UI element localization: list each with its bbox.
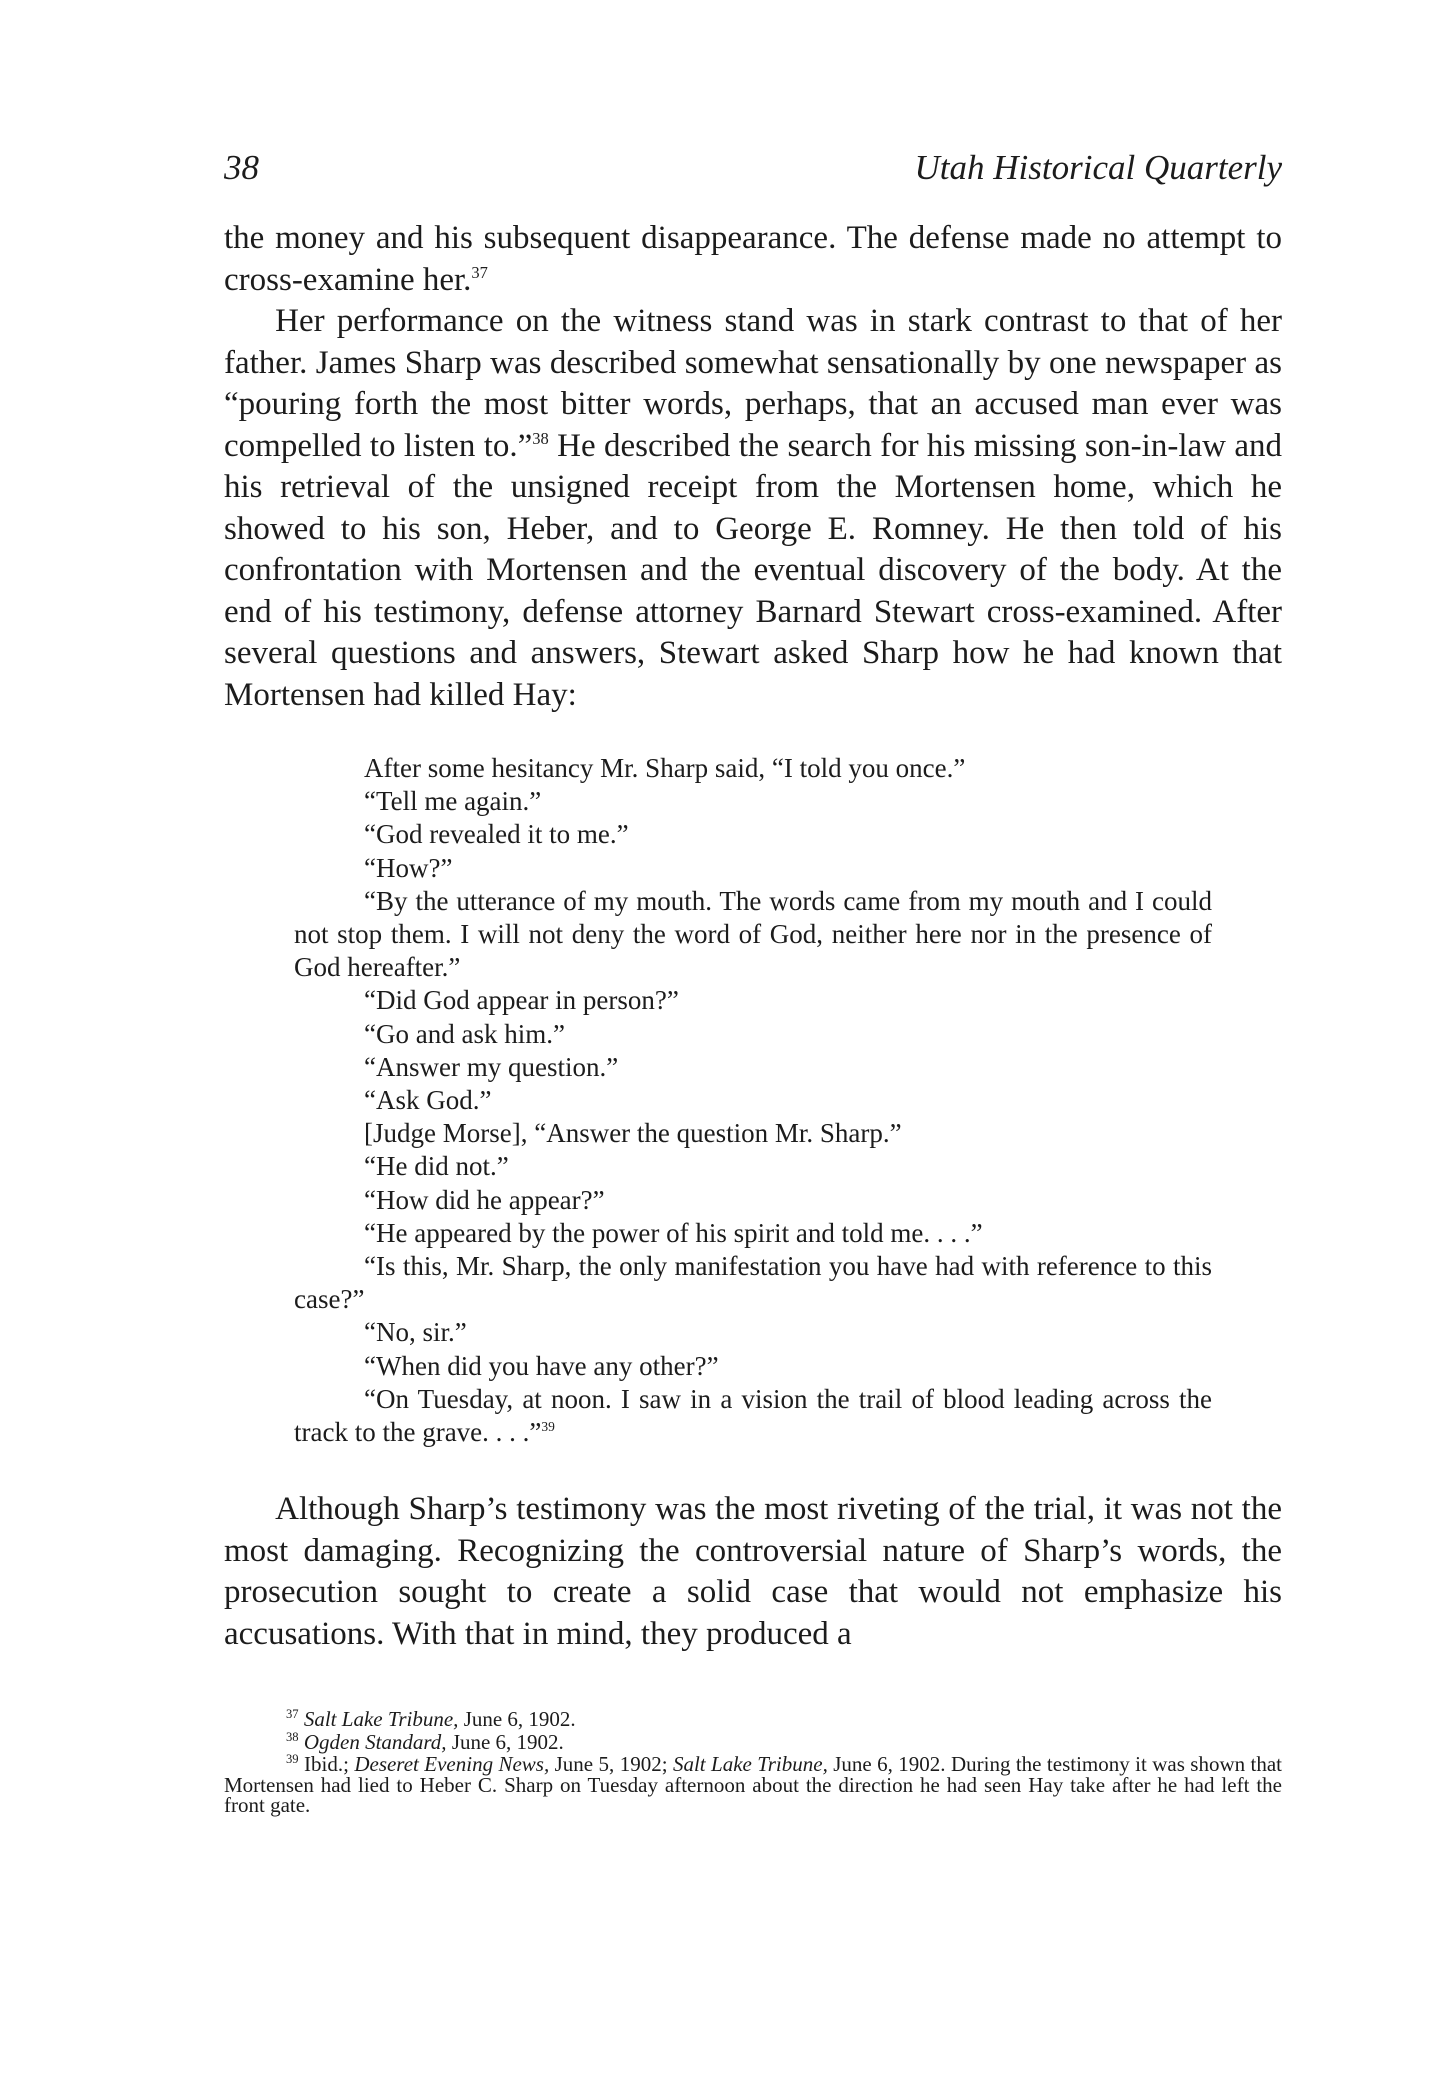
- paragraph-1: the money and his subsequent disappearance. The defense made no attempt to cross-examine her.$^{37}$: [224, 220, 1282, 298]
- footnote-37: $^{37}$ Salt Lake Tribune, June 6, 1902.: [286, 1707, 576, 1732]
- footnote-ref-38: 38: [532, 428, 549, 448]
- extract-line: “Ask God.”: [364, 1085, 492, 1116]
- extract-line: “Did God appear in person?”: [364, 985, 679, 1016]
- extract-line: “Is this, Mr. Sharp, the only manifestation you have had with reference to this case?”: [294, 1251, 1212, 1315]
- footnotes: [224, 1709, 1282, 1816]
- footnote-39: $^{39}$ Ibid.; Deseret Evening News, June 5, 1902; Salt Lake Tribune, June 6, 1902. During the testimony it was shown that Mortensen had lied to Heber C. Sharp on Tuesday afternoon about the direction he had seen Hay take after he had left the front gate.: [224, 1752, 1283, 1818]
- extract-line: “By the utterance of my mouth. The words came from my mouth and I could not stop them. I will not deny the word of God, neither here nor in the presence of God hereafter.”: [294, 885, 1212, 983]
- page-number: 38: [224, 148, 259, 187]
- extract-line: [Judge Morse], “Answer the question Mr. Sharp.”: [364, 1118, 902, 1149]
- extract-line: After some hesitancy Mr. Sharp said, “I told you once.”: [364, 753, 966, 783]
- extract-line: “Answer my question.”: [364, 1051, 619, 1082]
- footnote-38: $^{38}$ Ogden Standard, June 6, 1902.: [286, 1729, 564, 1754]
- paragraph-2: Her performance on the witness stand was in stark contrast to that of her father. James Sharp was described somewhat sensationally by one newspaper as “pouring forth the most bitter words, perhaps, that an accused man ever was compelled to listen to.”$^{38}$ He described the search for his missing son-in-law and his retrieval of the unsigned receipt from the Mortensen home, which he showed to his son, Heber, and to George E. Romney. He then told of his confrontation with Mortensen and the eventual discovery of the body. At the end of his testimony, defense attorney Barnard Stewart cross-examined. After several questions and answers, Stewart asked Sharp how he had known that Mortensen had killed Hay:: [224, 303, 1282, 713]
- extract-line-last: “On Tuesday, at noon. I saw in a vision the trail of blood leading across the track to the grave. . . .”$^{39}$: [294, 1383, 1212, 1448]
- extract-line: “When did you have any other?”: [364, 1350, 719, 1381]
- extract-line: “He did not.”: [364, 1151, 509, 1182]
- extract-line: “He appeared by the power of his spirit and told me. . . .”: [364, 1217, 983, 1248]
- testimony-extract: [294, 752, 1212, 1449]
- paragraph-3: Although Sharp’s testimony was the most riveting of the trial, it was not the most damaging. Recognizing the controversial nature of Sharp’s words, the prosecution sought to create a solid case that would not emphasize his accusations. With that in mind, they produced a: [224, 1491, 1282, 1652]
- journal-title: Utah Historical Quarterly: [914, 148, 1282, 187]
- footnote-ref-37: 37: [471, 262, 488, 282]
- extract-line: “How did he appear?”: [364, 1184, 605, 1215]
- body-text-continued: [224, 1489, 1282, 1655]
- body-text: [224, 218, 1282, 716]
- extract-line: “How?”: [364, 852, 453, 883]
- running-head: [224, 148, 1282, 188]
- extract-line: “God revealed it to me.”: [364, 819, 629, 850]
- journal-page: [224, 148, 1282, 1816]
- extract-line: “Tell me again.”: [364, 786, 542, 817]
- extract-line: “Go and ask him.”: [364, 1018, 565, 1049]
- extract-line: “No, sir.”: [364, 1317, 467, 1348]
- footnote-ref-39: 39: [541, 1419, 555, 1435]
